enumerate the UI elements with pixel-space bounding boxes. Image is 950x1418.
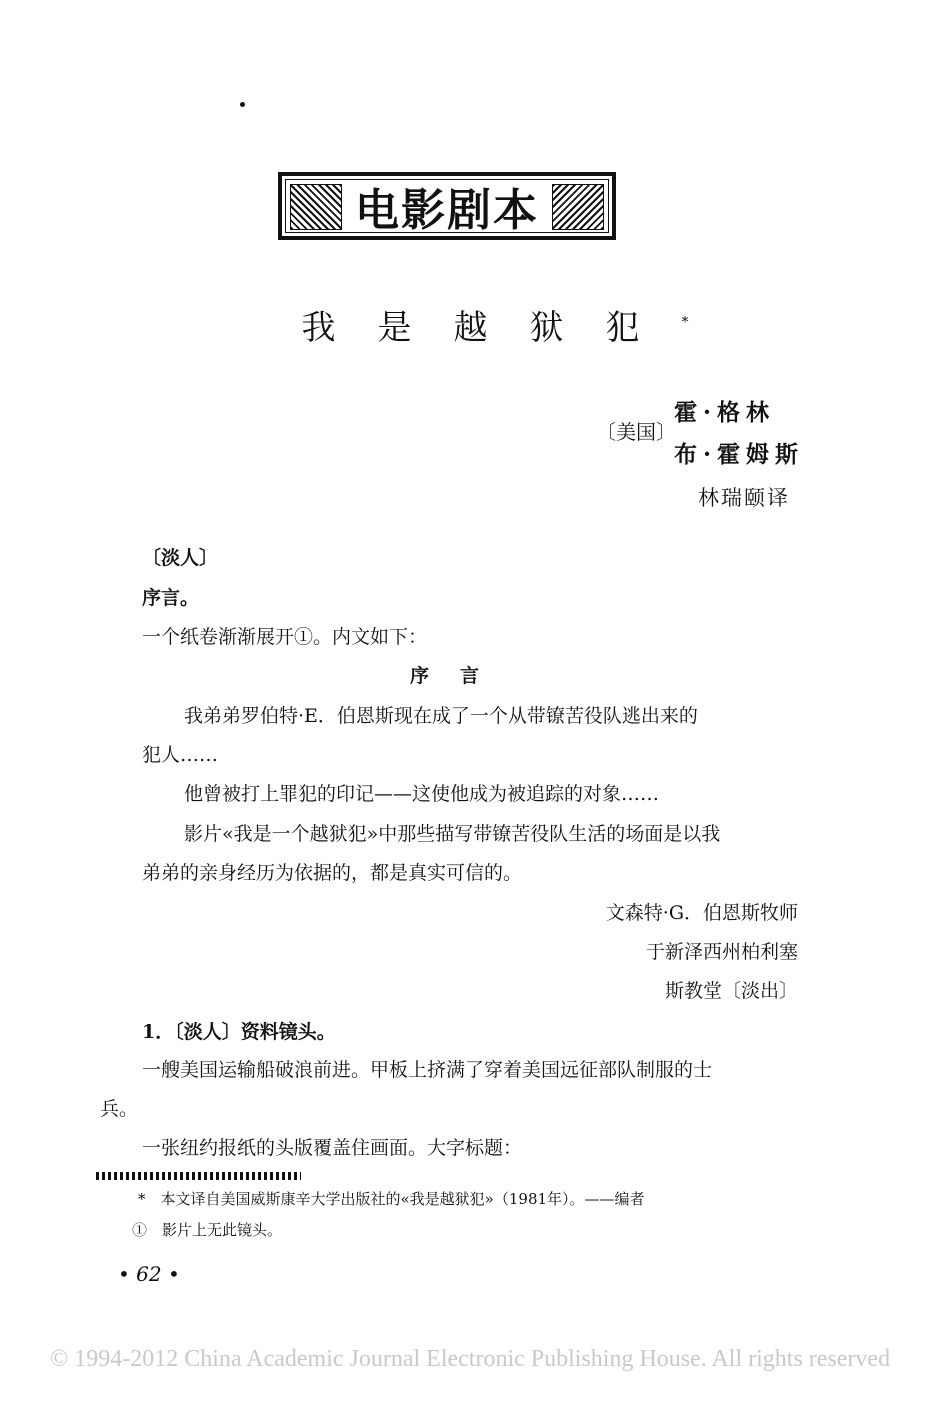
author-1: 霍·格林 — [674, 399, 776, 426]
ornament-left-icon — [290, 184, 342, 230]
ornament-right-icon — [552, 184, 604, 230]
copyright-notice: © 1994-2012 China Academic Journal Electronic Publishing House. All rights reserved — [50, 1346, 891, 1372]
footnote-2: ① 影片上无此镜头。 — [132, 1221, 283, 1239]
banner-title: 电影剧本 — [355, 185, 539, 236]
footnote-rule — [96, 1172, 301, 1180]
scene-1-heading: 1．〔淡人〕资料镜头。 — [142, 1021, 336, 1043]
page-number: • 62 • — [118, 1262, 180, 1286]
preface-p1-line1: 我弟弟罗伯特·E．伯恩斯现在成了一个从带镣苦役队逃出来的 — [184, 705, 698, 727]
title-footnote-mark: * — [681, 314, 689, 331]
preface-p1-line2: 犯人…… — [142, 744, 219, 766]
scroll-line: 一个纸卷渐渐展开①。内文如下： — [142, 626, 428, 648]
section-banner — [278, 172, 616, 240]
author-country: 〔美国〕 — [596, 420, 676, 444]
scene-1-line1: 一艘美国运输船破浪前进。甲板上挤满了穿着美国远征部队制服的士 — [142, 1059, 713, 1081]
preface-heading: 序 言 — [410, 665, 486, 687]
preface-label: 序言。 — [142, 587, 200, 609]
signature-name: 文森特·G．伯恩斯牧师 — [605, 902, 798, 924]
screenplay-title — [0, 300, 950, 349]
preface-p3-line1: 影片«我是一个越狱犯»中那些描写带镣苦役队生活的场面是以我 — [184, 823, 721, 845]
scene-1-line3: 一张纽约报纸的头版覆盖住画面。大字标题： — [142, 1137, 523, 1159]
scene-1-line2: 兵。 — [100, 1098, 139, 1120]
signature-church: 斯教堂〔淡出〕 — [664, 980, 798, 1002]
preface-p3-line2: 弟弟的亲身经历为依据的，都是真实可信的。 — [142, 862, 523, 884]
translator: 林瑞颐译 — [698, 486, 790, 510]
fade-in-cue: 〔淡人〕 — [142, 547, 219, 569]
signature-place: 于新泽西州柏利塞 — [645, 941, 798, 963]
scan-speck — [240, 102, 245, 107]
title-text: 我是越狱犯 — [301, 308, 682, 348]
preface-p2: 他曾被打上罪犯的印记——这使他成为被追踪的对象…… — [184, 783, 660, 805]
author-2: 布·霍姆斯 — [674, 441, 805, 468]
footnote-1: * 本文译自美国威斯康辛大学出版社的«我是越狱犯»（1981年）。——编者 — [138, 1190, 645, 1208]
